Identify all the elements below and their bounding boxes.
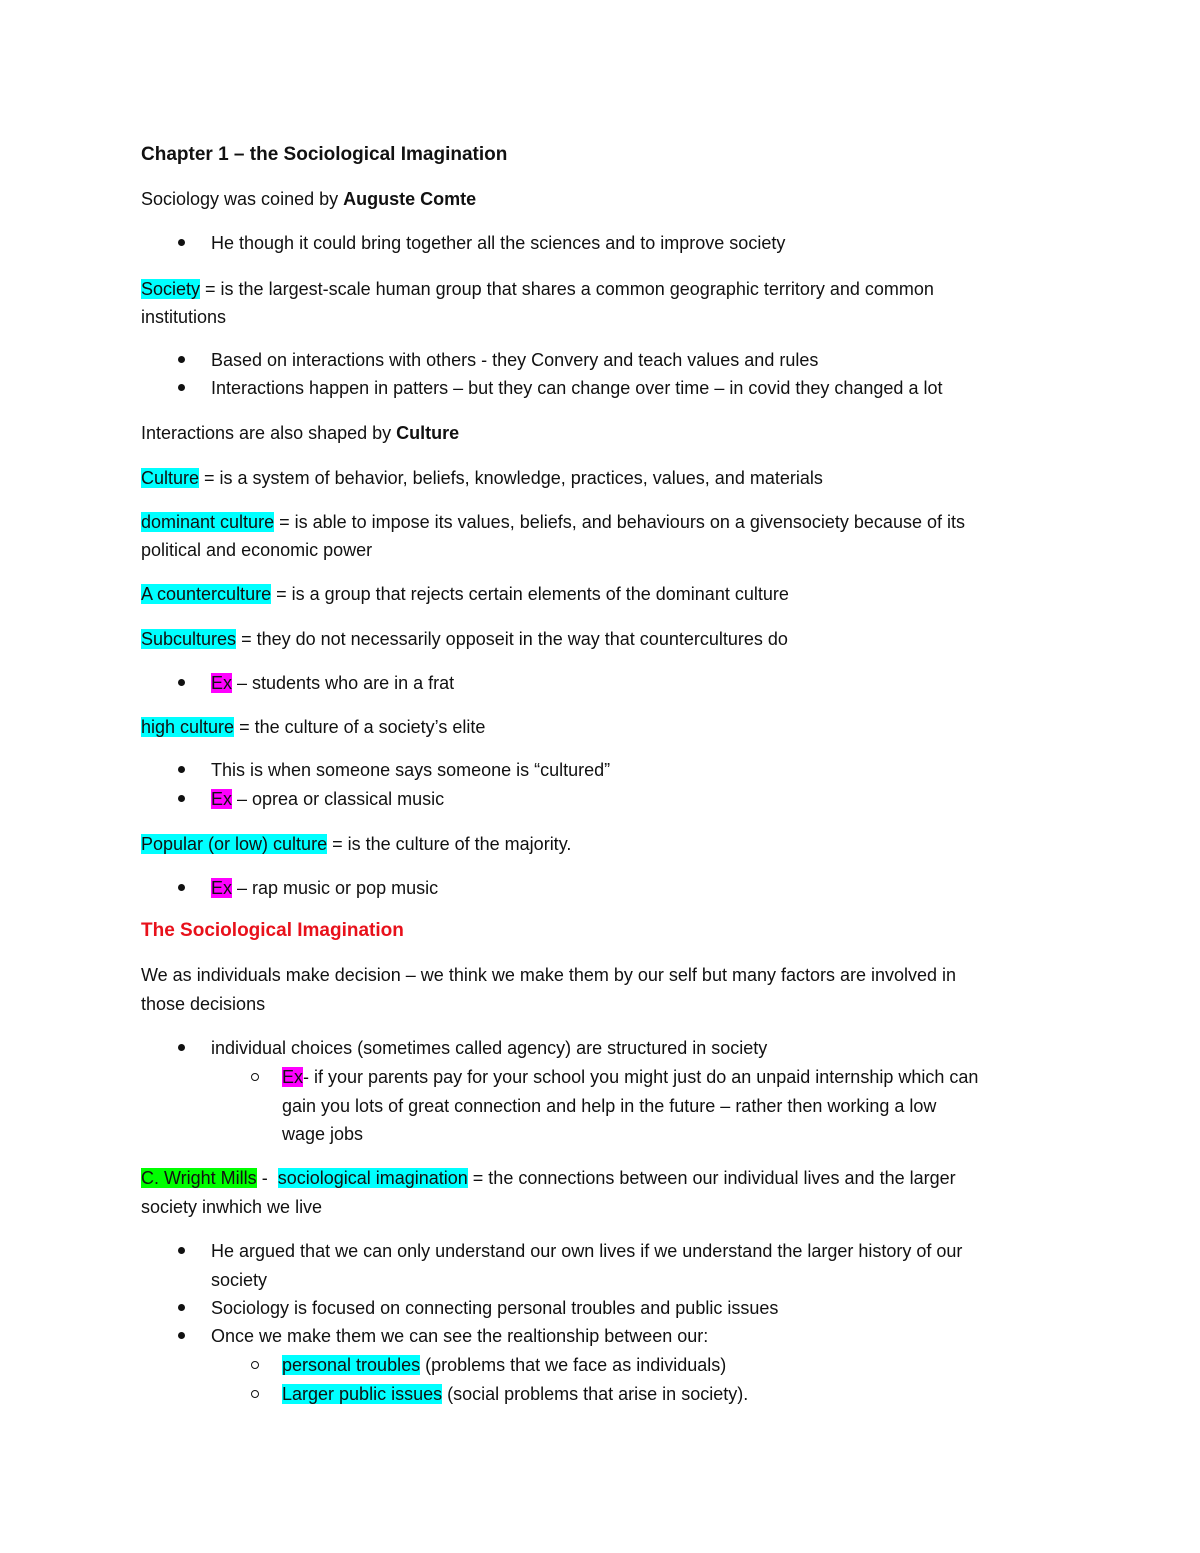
bullet-subcultures-ex: Ex – students who are in a frat bbox=[211, 673, 455, 693]
bullet-dot bbox=[178, 239, 185, 246]
bullet-dot bbox=[178, 1044, 185, 1051]
bullet-high-ex: Ex – oprea or classical music bbox=[211, 789, 445, 809]
sub-bullet-public-issues: Larger public issues (social problems that arise in society). bbox=[282, 1384, 749, 1404]
sub-bullet-circle bbox=[251, 1073, 259, 1081]
bullet-mills-1-cont: society bbox=[211, 1270, 268, 1290]
sub-bullet-circle bbox=[251, 1390, 259, 1398]
bullet-mills-3: Once we make them we can see the realtionship between our: bbox=[211, 1326, 709, 1346]
chapter-title: Chapter 1 – the Sociological Imagination bbox=[141, 144, 508, 165]
paragraph-interactions: Interactions are also shaped by Culture bbox=[141, 423, 460, 443]
term-counterculture: A counterculture bbox=[141, 584, 272, 604]
bullet-dot bbox=[178, 679, 185, 686]
bullet-dot bbox=[178, 884, 185, 891]
term-personal-troubles: personal troubles bbox=[282, 1355, 421, 1375]
paragraph-mills-cont: society inwhich we live bbox=[141, 1197, 323, 1217]
paragraph-mills: C. Wright Mills - sociological imagination = the connections between our individual lives and the larger bbox=[141, 1168, 956, 1188]
term-c-wright-mills: C. Wright Mills bbox=[141, 1168, 257, 1188]
bullet-agency: individual choices (sometimes called agency) are structured in society bbox=[211, 1038, 768, 1058]
paragraph-popular: Popular (or low) culture = is the culture of the majority. bbox=[141, 834, 572, 854]
ex-label: Ex bbox=[282, 1067, 304, 1087]
sub-bullet-agency-ex: Ex- if your parents pay for your school you might just do an unpaid internship which can bbox=[282, 1067, 979, 1087]
paragraph-culture: Culture = is a system of behavior, beliefs, knowledge, practices, values, and materials bbox=[141, 468, 823, 488]
paragraph-society-cont: institutions bbox=[141, 307, 227, 327]
term-dominant-culture: dominant culture bbox=[141, 512, 275, 532]
bullet-dot bbox=[178, 1332, 185, 1339]
sub-bullet-agency-ex-cont2: wage jobs bbox=[282, 1124, 364, 1144]
bullet-society-2: Interactions happen in patters – but they can change over time – in covid they changed a lot bbox=[211, 378, 943, 398]
term-society: Society bbox=[141, 279, 201, 299]
bullet-dot bbox=[178, 356, 185, 363]
paragraph-high-culture: high culture = the culture of a society’s elite bbox=[141, 717, 486, 737]
bullet-dot bbox=[178, 1304, 185, 1311]
term-culture: Culture bbox=[141, 468, 200, 488]
term-larger-public-issues: Larger public issues bbox=[282, 1384, 443, 1404]
bullet-high-1: This is when someone says someone is “cultured” bbox=[211, 760, 611, 780]
ex-label: Ex bbox=[211, 673, 233, 693]
bullet-popular-ex: Ex – rap music or pop music bbox=[211, 878, 439, 898]
paragraph-dominant-cont: political and economic power bbox=[141, 540, 373, 560]
term-high-culture: high culture bbox=[141, 717, 235, 737]
bullet-mills-1: He argued that we can only understand our own lives if we understand the larger history of our bbox=[211, 1241, 963, 1261]
sub-bullet-personal-troubles: personal troubles (problems that we face as individuals) bbox=[282, 1355, 727, 1375]
paragraph-counterculture: A counterculture = is a group that rejects certain elements of the dominant culture bbox=[141, 584, 789, 604]
bullet-comte: He though it could bring together all the sciences and to improve society bbox=[211, 233, 786, 253]
bullet-dot bbox=[178, 384, 185, 391]
paragraph-subcultures: Subcultures = they do not necessarily opposeit in the way that countercultures do bbox=[141, 629, 788, 649]
bullet-society-1: Based on interactions with others - they Convery and teach values and rules bbox=[211, 350, 819, 370]
ex-label: Ex bbox=[211, 789, 233, 809]
sub-bullet-circle bbox=[251, 1361, 259, 1369]
paragraph-dominant: dominant culture = is able to impose its values, beliefs, and behaviours on a givensociety because of its bbox=[141, 512, 965, 532]
ex-label: Ex bbox=[211, 878, 233, 898]
sub-bullet-agency-ex-cont: gain you lots of great connection and help in the future – rather then working a low bbox=[282, 1096, 937, 1116]
term-sociological-imagination: sociological imagination bbox=[277, 1168, 468, 1188]
paragraph-society: Society = is the largest-scale human group that shares a common geographic territory and common bbox=[141, 279, 934, 299]
bullet-mills-2: Sociology is focused on connecting personal troubles and public issues bbox=[211, 1298, 779, 1318]
section-heading: The Sociological Imagination bbox=[141, 920, 404, 941]
bullet-dot bbox=[178, 1247, 185, 1254]
culture-bold: Culture bbox=[396, 423, 460, 443]
paragraph-decision-cont: those decisions bbox=[141, 994, 266, 1014]
paragraph-decision: We as individuals make decision – we think we make them by our self but many factors are involved in bbox=[141, 965, 957, 985]
bullet-dot bbox=[178, 795, 185, 802]
term-subcultures: Subcultures bbox=[141, 629, 237, 649]
bullet-dot bbox=[178, 766, 185, 773]
comte-name: Auguste Comte bbox=[343, 189, 477, 209]
term-popular-culture: Popular (or low) culture bbox=[141, 834, 328, 854]
paragraph-comte: Sociology was coined by Auguste Comte bbox=[141, 189, 477, 209]
